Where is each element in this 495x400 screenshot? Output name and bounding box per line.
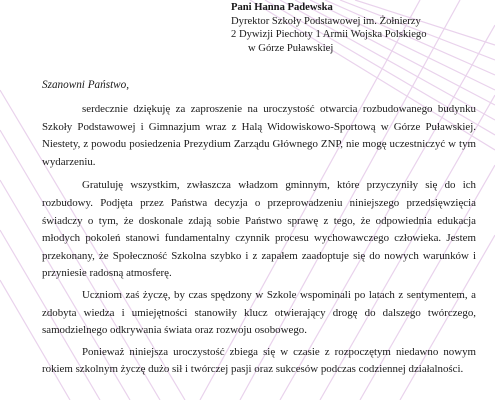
- recipient-name: Pani Hanna Padewska: [231, 2, 333, 13]
- paragraph: Gratuluję wszystkim, zwłaszcza władzom gminnym, które przyczyniły się do ich rozbudowy. Podjęta przez Państwa decyzja o przeprowadzeniu niniejszego przedsięwzięcia świadczy o tym, że doskonale zdają sobie Państwo sprawę z tego, że odpowiednia edukacja młodych pokoleń stanowi fundamentalny czynnik procesu wychowawczego człowieka. Jestem przekonany, że Społeczność Szkolna szybko i z zapałem zaadoptuje się do nowych warunków i przyniesie radosną atmosferę.: [42, 179, 476, 280]
- paragraph: Ponieważ niniejsza uroczystość zbiega się w czasie z rozpoczętym niedawno nowym rokiem szkolnym życzę dużo sił i twórczej pasji oraz sukcesów podczas codziennej działalności.: [42, 345, 476, 376]
- recipient-location-line: w Górze Puławskiej: [248, 42, 334, 54]
- recipient-block: [231, 1, 427, 55]
- salutation: Szanowni Państwo,: [42, 79, 130, 91]
- letter-body: [42, 101, 476, 383]
- paragraph: Uczniom zaś życzę, by czas spędzony w Szkole wspominali po latach z sentymentem, a zdobyta wiedza i umiejętności stanowiły klucz otwierający drogę do dalszego twórczego, samodzielnego odkrywania świata oraz rozwoju osobowego.: [42, 288, 476, 337]
- paragraph: serdecznie dziękuję za zaproszenie na uroczystość otwarcia rozbudowanego budynku Szkoły Podstawowej i Gimnazjum wraz z Halą Widowiskowo-Sportową w Górze Puławskiej. Niestety, z powodu posiedzenia Prezydium Zarządu Głównego ZNP, nie mogę uczestniczyć w tym wydarzeniu.: [42, 103, 476, 168]
- recipient-unit-line: 2 Dywizji Piechoty 1 Armii Wojska Polskiego: [231, 29, 427, 40]
- recipient-title-line: Dyrektor Szkoły Podstawowej im. Żołnierzy: [231, 15, 421, 27]
